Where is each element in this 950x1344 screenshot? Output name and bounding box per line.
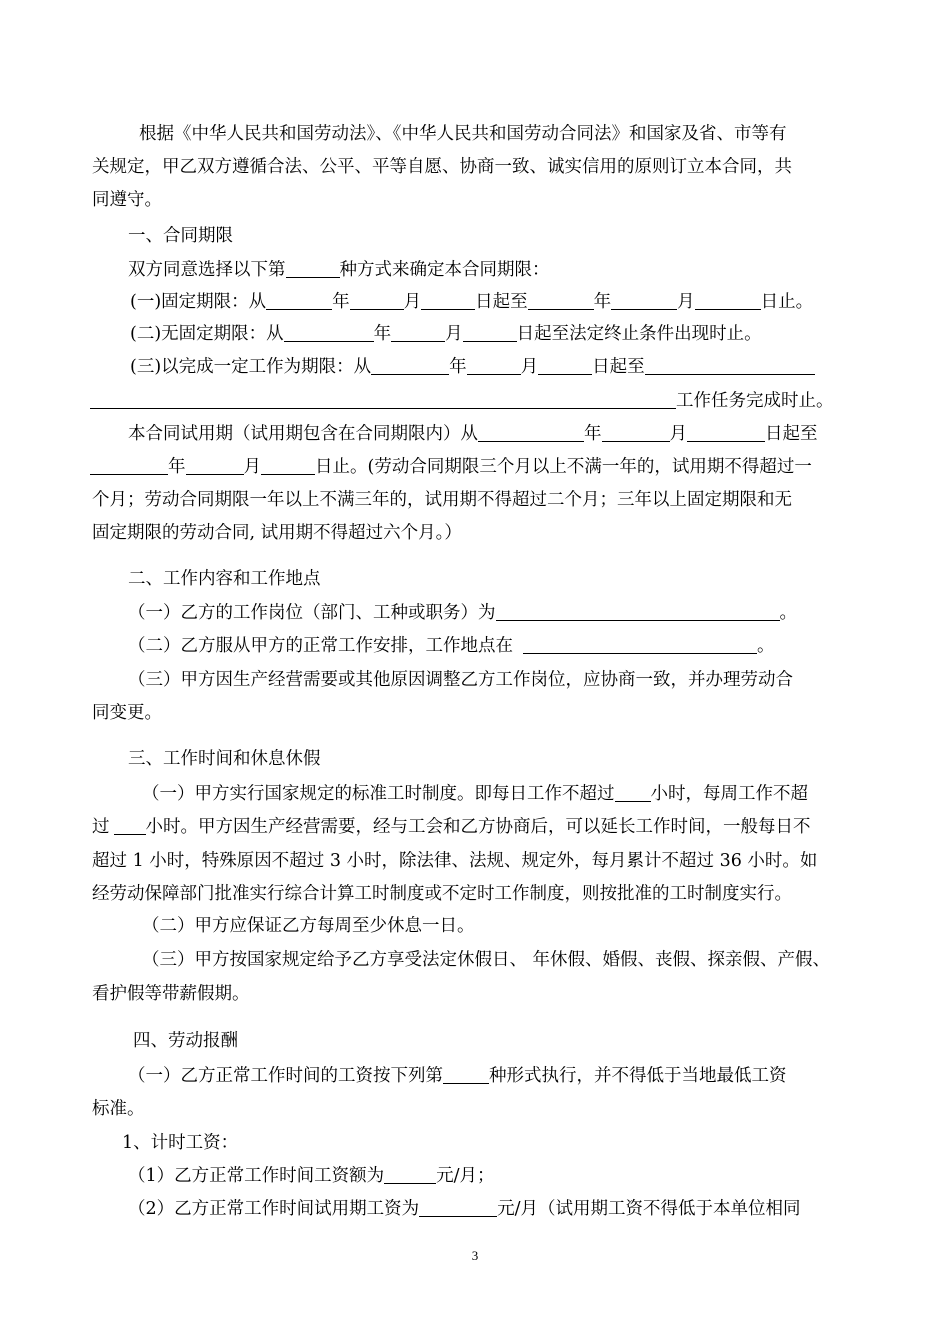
fixed-start-year-blank[interactable] (266, 291, 332, 310)
task-term-line-2: 工作任务完成时止。 (90, 389, 834, 413)
wage-form-line: （一）乙方正常工作时间的工资按下列第 种形式执行，并不得低于当地最低工资 (128, 1066, 787, 1086)
fixed-end-day-blank[interactable] (695, 291, 761, 310)
leave-line-2: 看护假等带薪假期。 (92, 984, 250, 1004)
section-3-heading: 三、工作时间和休息休假 (128, 749, 321, 769)
fixed-end-month-blank[interactable] (611, 291, 677, 310)
monthly-wage-blank[interactable] (384, 1165, 436, 1184)
wage-form-blank[interactable] (443, 1065, 489, 1084)
hours-line-4: 经劳动保障部门批准实行综合计算工时制度或不定时工作制度，则按批准的工时制度实行。 (92, 884, 792, 904)
probation-line-3: 个月；劳动合同期限一年以上不满三年的，试用期不得超过二个月；三年以上固定期限和无 (92, 490, 792, 510)
adjust-line-1: （三）甲方因生产经营需要或其他原因调整乙方工作岗位，应协商一致，并办理劳动合 (128, 670, 793, 690)
task-description-blank-2[interactable] (90, 390, 676, 409)
fixed-term-line: (一)固定期限：从 年 月 日起至 年 月 日止。 (130, 292, 814, 312)
intro-line-1: 根据《中华人民共和国劳动法》、《中华人民共和国劳动合同法》和国家及省、市等有 (139, 124, 787, 144)
task-term-line: (三)以完成一定工作为期限：从 年 月 日起至 (130, 355, 815, 379)
hours-line-1: （一）甲方实行国家规定的标准工时制度。即每日工作不超过 小时，每周工作不超 (142, 784, 808, 804)
probation-start-year-blank[interactable] (478, 423, 584, 442)
rest-line: （二）甲方应保证乙方每周至少休息一日。 (142, 916, 475, 936)
weekly-hours-blank[interactable] (114, 816, 146, 835)
hours-line-3: 超过 1 小时，特殊原因不超过 3 小时，除法律、法规、规定外，每月累计不超过 36 小时。如 (92, 851, 818, 871)
hours-line-2: 过 小时。甲方因生产经营需要，经与工会和乙方协商后，可以延长工作时间，一般每日不 (92, 817, 811, 837)
open-start-month-blank[interactable] (391, 323, 445, 342)
probation-line-4: 固定期限的劳动合同, 试用期不得超过六个月。） (92, 523, 462, 543)
intro-line-3: 同遵守。 (92, 190, 162, 210)
fixed-start-day-blank[interactable] (421, 291, 475, 310)
fixed-end-year-blank[interactable] (528, 291, 594, 310)
probation-line-2: 年 月 日止。(劳动合同期限三个月以上不满一年的，试用期不得超过一 (90, 455, 812, 479)
job-post-blank[interactable] (496, 602, 780, 621)
probation-line-1: 本合同试用期（试用期包含在合同期限内）从 年 月 日起至 (128, 424, 818, 444)
section-4-heading: 四、劳动报酬 (133, 1031, 238, 1051)
intro-line-2: 关规定，甲乙双方遵循合法、公平、平等自愿、协商一致、诚实信用的原则订立本合同，共 (92, 157, 792, 177)
term-method-blank[interactable] (286, 259, 340, 278)
probation-start-day-blank[interactable] (687, 423, 765, 442)
work-place-blank[interactable] (523, 635, 757, 654)
leave-line-1: （三）甲方按国家规定给予乙方享受法定休假日、 年休假、婚假、丧假、探亲假、产假、 (142, 950, 831, 970)
probation-wage-blank[interactable] (419, 1198, 497, 1217)
task-start-month-blank[interactable] (467, 356, 521, 375)
work-place-line: （二）乙方服从甲方的正常工作安排，工作地点在 。 (128, 636, 775, 656)
task-start-year-blank[interactable] (371, 356, 449, 375)
daily-hours-blank[interactable] (615, 783, 651, 802)
probation-end-year-blank[interactable] (90, 456, 168, 475)
open-start-day-blank[interactable] (463, 323, 517, 342)
term-choice-line: 双方同意选择以下第 种方式来确定本合同期限： (128, 260, 550, 280)
job-post-line: （一）乙方的工作岗位（部门、工种或职务）为 。 (128, 603, 797, 623)
open-term-line: (二)无固定期限：从 年 月 日起至法定终止条件出现时止。 (130, 324, 762, 344)
task-description-blank[interactable] (645, 356, 815, 375)
task-start-day-blank[interactable] (538, 356, 592, 375)
page-number: 3 (471, 1248, 479, 1263)
monthly-wage-line: （1）乙方正常工作时间工资额为 元/月； (128, 1166, 495, 1186)
probation-wage-line: （2）乙方正常工作时间试用期工资为 元/月（试用期工资不得低于本单位相同 (128, 1199, 801, 1219)
section-1-heading: 一、合同期限 (128, 226, 233, 246)
open-start-year-blank[interactable] (284, 323, 374, 342)
fixed-start-month-blank[interactable] (350, 291, 404, 310)
adjust-line-2: 同变更。 (92, 703, 162, 723)
wage-form-line-2: 标准。 (92, 1099, 145, 1119)
probation-start-month-blank[interactable] (602, 423, 670, 442)
section-2-heading: 二、工作内容和工作地点 (128, 569, 321, 589)
probation-end-month-blank[interactable] (186, 456, 244, 475)
time-wage-heading: 1、计时工资： (122, 1133, 239, 1153)
probation-end-day-blank[interactable] (261, 456, 315, 475)
